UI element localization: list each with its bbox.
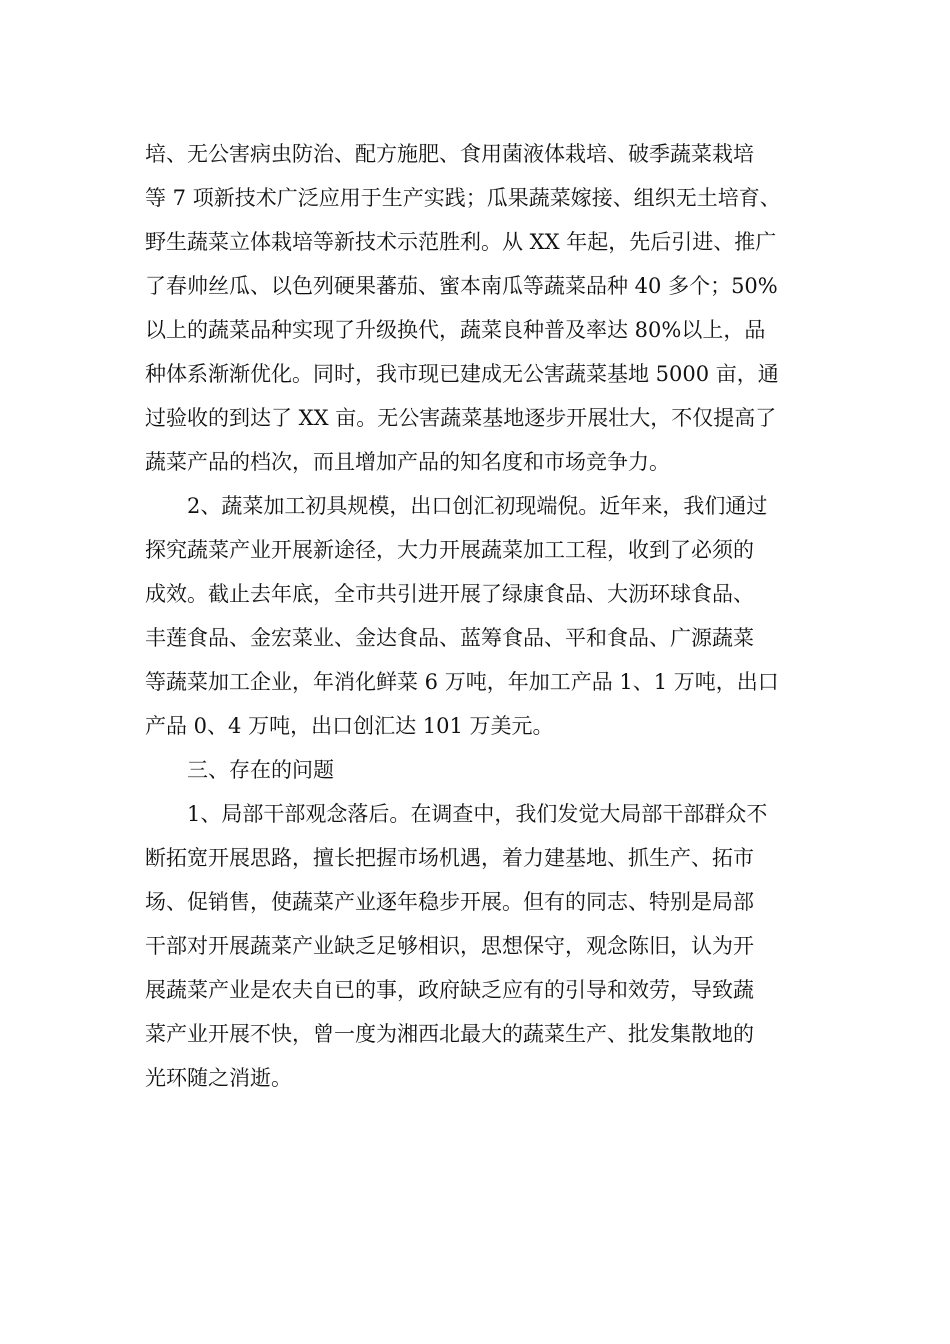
text-line: 野生蔬菜立体栽培等新技术示范胜利。从 XX 年起，先后引进、推广: [145, 230, 777, 254]
text-line: 光环随之消逝。: [145, 1066, 292, 1090]
text-line: 干部对开展蔬菜产业缺乏足够相识，思想保守，观念陈旧，认为开: [145, 934, 754, 958]
text-line: 丰莲食品、金宏菜业、金达食品、蓝筹食品、平和食品、广源蔬菜: [145, 626, 754, 650]
paragraph-first-line: 2、蔬菜加工初具规模，出口创汇初现端倪。近年来，我们通过: [187, 494, 768, 518]
section-heading: 三、存在的问题: [187, 758, 334, 782]
document-body: [145, 132, 810, 1100]
text-line: 断拓宽开展思路，擅长把握市场机遇，着力建基地、抓生产、拓市: [145, 846, 754, 870]
text-line: 等蔬菜加工企业，年消化鲜菜 6 万吨，年加工产品 1、1 万吨，出口: [145, 670, 779, 694]
text-line: 等 7 项新技术广泛应用于生产实践；瓜果蔬菜嫁接、组织无土培育、: [145, 186, 781, 210]
text-line: 了春帅丝瓜、以色列硬果蕃茄、蜜本南瓜等蔬菜品种 40 多个；50%: [145, 274, 778, 298]
text-line: 过验收的到达了 XX 亩。无公害蔬菜基地逐步开展壮大，不仅提高了: [145, 406, 777, 430]
text-line: 展蔬菜产业是农夫自已的事，政府缺乏应有的引导和效劳，导致蔬: [145, 978, 754, 1002]
text-line: 蔬菜产品的档次，而且增加产品的知名度和市场竞争力。: [145, 450, 670, 474]
text-line: 培、无公害病虫防治、配方施肥、食用菌液体栽培、破季蔬菜栽培: [145, 142, 754, 166]
text-line: 成效。截止去年底，全市共引进开展了绿康食品、大沥环球食品、: [145, 582, 754, 606]
text-line: 产品 0、4 万吨，出口创汇达 101 万美元。: [145, 714, 554, 738]
text-line: 场、促销售，使蔬菜产业逐年稳步开展。但有的同志、特别是局部: [145, 890, 754, 914]
paragraph-first-line: 1、局部干部观念落后。在调查中，我们发觉大局部干部群众不: [187, 802, 768, 826]
text-line: 以上的蔬菜品种实现了升级换代，蔬菜良种普及率达 80%以上，品: [145, 318, 766, 342]
text-line: 菜产业开展不快，曾一度为湘西北最大的蔬菜生产、批发集散地的: [145, 1022, 754, 1046]
text-line: 种体系渐渐优化。同时，我市现已建成无公害蔬菜基地 5000 亩，通: [145, 362, 779, 386]
text-line: 探究蔬菜产业开展新途径，大力开展蔬菜加工工程，收到了必须的: [145, 538, 754, 562]
